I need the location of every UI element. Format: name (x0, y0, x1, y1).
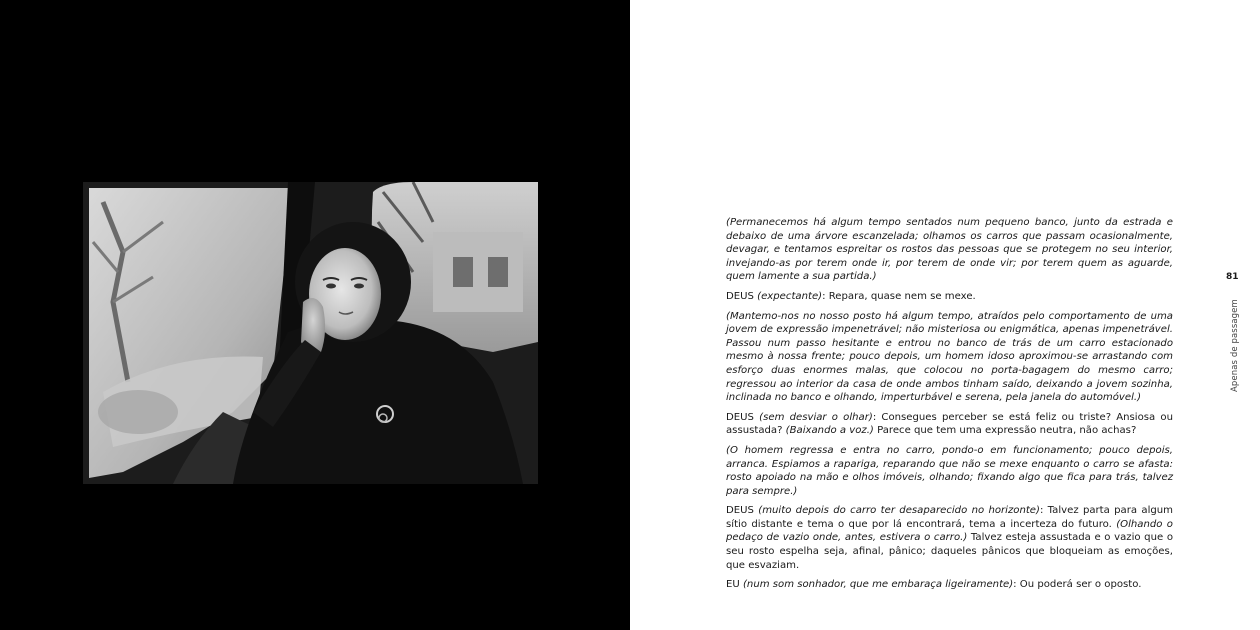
paragraph (726, 216, 1173, 284)
paragraph (726, 444, 1173, 498)
stage-direction: (Olhando o pedaço de vazio onde, antes, estivera o carro.) (726, 518, 1173, 544)
dialogue-text: Talvez esteja assustada e o vazio que o seu rosto espelha seja, afinal, pânico; daqueles pânicos que bloqueiam as emoções, que esvaziam. (726, 532, 1173, 571)
paragraph (726, 310, 1173, 405)
paragraph (726, 290, 1173, 304)
page-number: 81 (1226, 272, 1239, 282)
dialogue-text: : Consegues perceber se está feliz ou triste? Ansiosa ou assustada? (726, 411, 1174, 437)
stage-direction: (Permanecemos há algum tempo sentados num pequeno banco, junto da estrada e debaixo de uma árvore escanzelada; olhamos os carros que passam ocasionalmente, devagar, e tentamos espreitar os rostos das pessoas que se protegem no seu interior, invejando-as por terem onde ir, por terem de onde vir; por terem quem as aguarde, quem lamente a sua partida.) (726, 217, 1173, 283)
stage-direction: (expectante) (757, 290, 823, 302)
stage-direction: (muito depois do carro ter desaparecido no horizonte) (758, 505, 1040, 517)
running-title-container (1230, 300, 1244, 392)
stage-direction: (O homem regressa e entra no carro, pondo-o em funcionamento; pouco depois, arranca. Espiamos a rapariga, reparando que não se mexe enquanto o carro se afasta: rosto apoiado na mão e olhos imóveis, olhando; fixando algo que fica para trás, talvez para sempre.) (726, 444, 1173, 497)
dialogue-text: : Talvez parta para algum sítio distante e tema o que por lá encontrará, tema a incerteza do futuro. (726, 505, 1174, 530)
running-title: Apenas de passagem (1230, 299, 1240, 392)
stage-direction: (sem desviar o olhar) (759, 411, 873, 423)
paragraph (726, 578, 1173, 592)
dialogue-text: : Repara, quase nem se mexe. (822, 290, 976, 302)
right-page (630, 0, 1260, 630)
stage-direction: (Baixando a voz.) (785, 425, 874, 437)
stage-direction: (Mantemo-nos no nosso posto há algum tempo, atraídos pelo comportamento de uma jovem de expressão impenetrável; não misteriosa ou enigmática, apenas impenetrável. Passou num passo hesitante e entrou no banco de trás de um carro estacionado mesmo à nossa frente; pouco depois, um homem idoso aproximou-se arrastando com esforço duas enormes malas, que colocou no porta-bagagem do mesmo carro; regressou ao interior da casa de onde ambos tinham saído, deixando a jovem sozinha, inclinada no banco e olhando, imperturbável e serena, pela janela do automóvel.) (726, 310, 1173, 404)
paragraph (726, 411, 1173, 438)
photo-woman-in-car (83, 182, 538, 484)
stage-direction: (num som sonhador, que me embaraça ligeiramente) (742, 579, 1014, 591)
dialogue-text: DEUS (726, 290, 758, 302)
dialogue-text: DEUS (726, 411, 760, 423)
photograph (83, 182, 538, 484)
body-text (726, 216, 1173, 598)
dialogue-text: EU (726, 579, 743, 591)
paragraph (726, 504, 1173, 572)
dialogue-text: : Ou poderá ser o oposto. (1013, 579, 1142, 591)
dialogue-text: Parece que tem uma expressão neutra, não achas? (873, 425, 1137, 437)
dialogue-text: DEUS (726, 505, 759, 517)
